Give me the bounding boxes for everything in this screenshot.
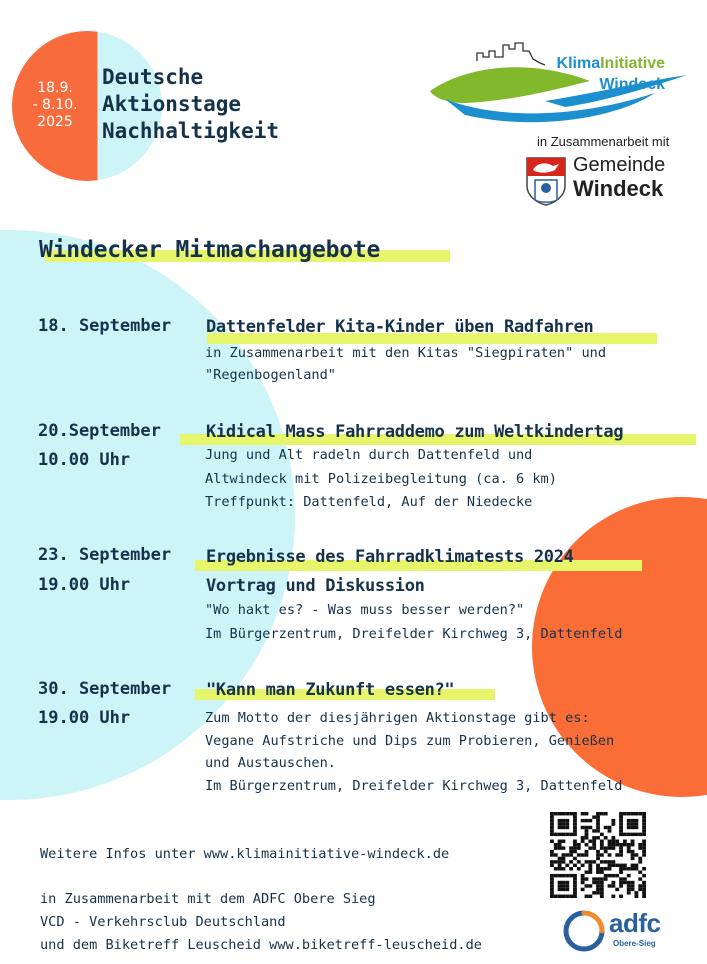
event-date: 23. September [38,545,172,565]
partner-line: in Zusammenarbeit mit dem ADFC Obere Sieg [40,891,376,907]
event-description-line: Im Bürgerzentrum, Dreifelder Kirchweg 3, Dattenfeld [205,626,623,642]
partner-line: und dem Biketreff Leuscheid www.biketreff-leuscheid.de [40,937,482,953]
event-title: "Kann man Zukunft essen?" [206,680,455,700]
adfc-ring-icon [562,909,606,953]
series-title-line: Nachhaltigkeit [102,119,280,143]
badge-year: 2025 [37,114,73,130]
gemeinde-coat-of-arms-icon [525,156,567,206]
adfc-wordmark: adfc [609,908,661,938]
series-title-line: Aktionstage [102,92,242,116]
event-description-line: Altwindeck mit Polizeibegleitung (ca. 6 km) [205,471,557,487]
gemeinde-word: Gemeinde [573,154,666,176]
badge-dates [12,80,98,131]
series-title-line: Deutsche [102,65,204,89]
event-description-line: und Austauschen. [205,755,336,771]
event-description-line: Im Bürgerzentrum, Dreifelder Kirchweg 3, Dattenfeld [205,778,623,794]
event-title: Kidical Mass Fahrraddemo zum Weltkindertag [206,422,624,442]
event-time: 10.00 Uhr [38,450,131,470]
adfc-region: Obere-Sieg [613,939,656,948]
event-description-line: Treffpunkt: Dattenfeld, Auf der Niedecke [205,494,533,510]
event-description-line: "Wo hakt es? - Was muss besser werden?" [205,602,525,618]
klimainitiative-logo [425,23,690,133]
qr-code-icon [550,812,646,898]
event-date: 18. September [38,316,172,336]
event-date: 30. September [38,679,172,699]
event-title: Dattenfelder Kita-Kinder üben Radfahren [206,317,594,337]
badge-date-end: - 8.10. [32,97,78,113]
event-description-line: "Regenbogenland" [205,367,336,383]
qr-code[interactable] [550,812,646,898]
event-description-line: Vegane Aufstriche und Dips zum Probieren, Genießen [205,733,615,749]
website-info: Weitere Infos unter www.klimainitiative-windeck.de [40,846,450,862]
partner-line: VCD - Verkehrsclub Deutschland [40,914,286,930]
gemeinde-windeck-wordmark [573,154,665,200]
event-description-line: Jung und Alt radeln durch Dattenfeld und [205,447,533,463]
event-series-title [102,64,279,145]
badge-date-start: 18.9. [37,80,73,96]
adfc-logo [562,906,687,956]
windeck-word: Windeck [599,76,665,93]
event-date: 20.September [38,421,161,441]
section-title: Windecker Mitmachangebote [39,237,381,263]
klima-word: Klima [556,55,601,72]
event-description-line: in Zusammenarbeit mit den Kitas "Siegpiraten" und [205,345,607,361]
windeck-word: Windeck [573,176,664,201]
event-time: 19.00 Uhr [38,708,131,728]
background-orange-circle [532,497,707,797]
event-title: Ergebnisse des Fahrradklimatests 2024 [206,547,574,567]
event-subtitle: Vortrag und Diskussion [206,576,425,596]
initiative-word: Initiative [600,55,665,72]
cooperation-label: in Zusammenarbeit mit [537,134,670,149]
event-description-line: Zum Motto der diesjährigen Aktionstage gibt es: [205,710,590,726]
klimainitiative-wordmark [557,53,665,95]
event-time: 19.00 Uhr [38,575,131,595]
